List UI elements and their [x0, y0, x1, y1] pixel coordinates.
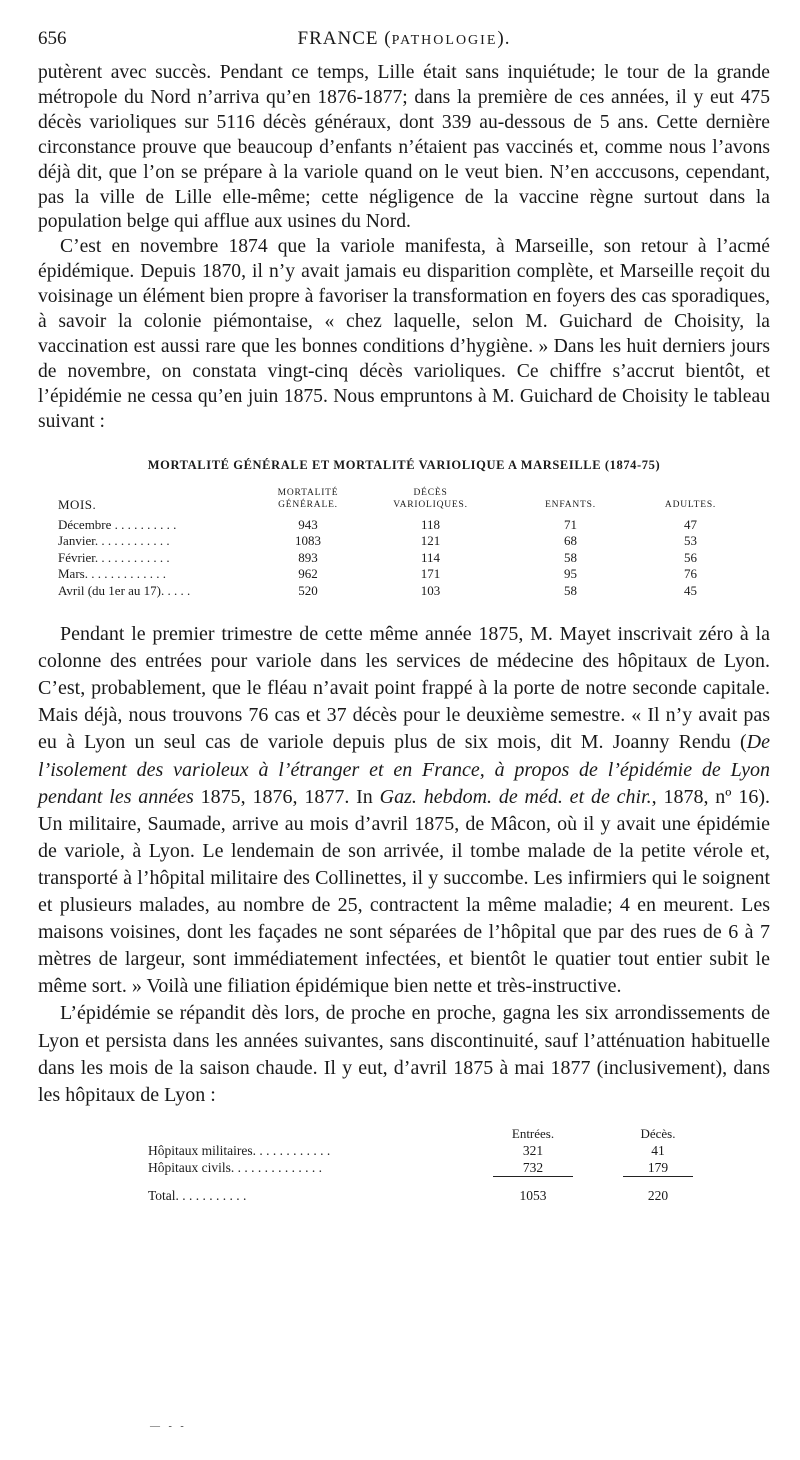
- row-mois: Février. . . . . . . . . . . .: [58, 549, 170, 565]
- header-mortalite-top: MORTALITÉ: [277, 487, 339, 498]
- row-adultes: 47: [684, 516, 697, 532]
- row-enfants: 58: [564, 549, 577, 565]
- header-deces-bottom: VARIOLIQUES.: [393, 499, 468, 510]
- table-row: [148, 1142, 693, 1159]
- table-row: [58, 583, 748, 600]
- lyon-text-a: Pendant le premier trimestre de cette même année 1875, M. Mayet inscrivait zéro à la colonne des entrées pour variole dans les services de médecine des hôpitaux de Lyon. C’est, probablement, que le fléau n’avait point frappé à la porte de notre seconde capitale. Mais déjà, nous trouvons 76 cas et 37 décès pour le deuxième semestre. « Il n’y avait pas eu à Lyon un seul cas de variole depuis plus de six mois, dit M. Joanny Rendu (: [38, 623, 770, 754]
- row-deces: 171: [420, 566, 441, 582]
- row-entrees: 732: [493, 1159, 573, 1177]
- row-deces: 41: [651, 1142, 665, 1158]
- header-deces: Décès.: [640, 1125, 676, 1141]
- row-deces: 118: [420, 516, 441, 532]
- total-deces: 220: [647, 1187, 669, 1203]
- header-entrees: Entrées.: [511, 1125, 555, 1141]
- running-title-subject: PATHOLOGIE: [391, 33, 498, 48]
- hospital-table-header: [148, 1125, 693, 1142]
- row-deces: 103: [420, 582, 441, 598]
- row-adultes: 45: [684, 582, 697, 598]
- journal-title: Gaz. hebdom. de méd. et de chir.: [379, 785, 652, 808]
- row-mortalite: 1083: [295, 533, 321, 549]
- row-mois: Mars. . . . . . . . . . . . .: [58, 566, 166, 582]
- paragraph-lille: putèrent avec succès. Pendant ce temps, Lille était sans inquiétude; le tour de la grande métropole du Nord n’arriva qu’en 1876-1877; dans la première de ces années, il y eut 475 décès varioliques sur 5116 décès généraux, dont 339 au-dessous de 5 ans. Cette dernière circonstance prouve que beaucoup d’enfants n’étaient pas vaccinés et, comme nous l’avons déjà dit, que l’on se prépare à la variole quand on le veut bien. N’en acccusons, cependant, pas la ville de Lille elle-même; cette négligence de la vaccine règne surtout dans la population belge qui afflue aux usines du Nord.: [38, 62, 770, 233]
- lyon-text-b: 1875, 1876, 1877. In: [193, 785, 380, 808]
- row-enfants: 71: [564, 516, 577, 532]
- header-mortalite: [263, 487, 353, 517]
- hospital-table: [148, 1125, 693, 1204]
- row-mortalite: 943: [298, 516, 318, 532]
- mortality-table-title: MORTALITÉ GÉNÉRALE ET MORTALITÉ VARIOLIQUE A MARSEILLE (1874-75): [147, 457, 661, 472]
- row-mois: Décembre . . . . . . . . . .: [58, 516, 177, 532]
- row-mortalite: 893: [298, 549, 318, 565]
- paragraph-lyon: [38, 621, 770, 1000]
- running-title-end: ).: [497, 28, 511, 49]
- row-enfants: 58: [564, 582, 577, 598]
- header-mois: MOIS.: [58, 496, 97, 512]
- row-label: Hôpitaux civils. . . . . . . . . . . . . .: [148, 1160, 322, 1176]
- mortality-table-header: [58, 487, 748, 517]
- paragraph-epidemic-spread: L’épidémie se répandit dès lors, de proche en proche, gagna les six arrondissements de Lyon et persista dans les années suivantes, sans discontinuité, sauf l’atténuation habituelle dans les mois de la saison chaude. Il y eut, d’avril 1875 à mai 1877 (inclusivement), dans les hôpitaux de Lyon :: [38, 1002, 770, 1106]
- total-entrees: 1053: [519, 1187, 547, 1203]
- row-enfants: 95: [564, 566, 577, 582]
- header-mortalite-bottom: GÉNÉRALE.: [278, 499, 338, 510]
- row-deces: 114: [420, 549, 441, 565]
- book-page: [38, 28, 770, 1204]
- row-deces: 179: [623, 1159, 693, 1177]
- row-adultes: 76: [684, 566, 697, 582]
- row-mois: Avril (du 1er au 17). . . . .: [58, 582, 191, 598]
- row-adultes: 56: [684, 549, 697, 565]
- row-mortalite: 520: [298, 582, 318, 598]
- table-row: [58, 566, 748, 583]
- table-row: [58, 550, 748, 567]
- row-entrees: 321: [522, 1142, 544, 1158]
- page-number: 656: [38, 28, 67, 49]
- paragraph-marseille: C’est en novembre 1874 que la variole manifesta, à Marseille, son retour à l’acmé épidémique. Depuis 1870, il n’y avait jamais eu disparition complète, et Marseille reçoit du voisinage un élément bien propre à favoriser la transformation en foyers des cas sporadiques, à savoir la colonie piémontaise, « chez laquelle, selon M. Guichard de Choisity, la vaccination est aussi rare que les bonnes conditions d’hygiène. » Dans les huit derniers jours de novembre, on constata vingt-cinq décès varioliques. Ce chiffre s’accrut bientôt, et l’épidémie ne cessa qu’en juin 1875. Nous empruntons à M. Guichard de Choisity le tableau suivant :: [38, 236, 770, 432]
- table-row: [58, 533, 748, 550]
- citation-title: De l’isolement des varioleux à l’étranger et en France, à propos de l’épidémie de Lyon pendant les années: [38, 731, 770, 808]
- mortality-table: [58, 487, 748, 600]
- running-header: [38, 28, 770, 58]
- header-deces-top: DÉCÈS: [413, 487, 448, 498]
- running-title-main: FRANCE (: [297, 28, 392, 49]
- row-deces: 121: [420, 533, 441, 549]
- row-adultes: 53: [684, 533, 697, 549]
- row-mortalite: 962: [298, 566, 318, 582]
- header-adultes: ADULTES.: [664, 499, 717, 510]
- table-row: [58, 517, 748, 534]
- row-mois: Janvier. . . . . . . . . . . .: [58, 533, 170, 549]
- lyon-text-c: , 1878, nº 16). Un militaire, Saumade, arrive au mois d’avril 1875, de Mâcon, où il y avait une épidémie de variole, à Lyon. Le lendemain de son arrivée, il tombe malade de la petite vérole et, transporté à l’hôpital militaire des Collinettes, il y succombe. Les infirmiers qui le soignent et plusieurs malades, au nombre de 25, contractent la même maladie; 4 en meurent. Les maisons voisines, dont les façades ne sont séparées de l’hôpital que par des rues de 6 à 7 mètres de largeur, sont immédiatement infectées, et bientôt le quatier tout entier subit le même sort. » Voilà une filiation épidémique bien nette et très-instructive.: [38, 785, 770, 998]
- header-deces: [353, 487, 508, 517]
- row-enfants: 68: [564, 533, 577, 549]
- total-label: Total. . . . . . . . . . .: [148, 1187, 247, 1203]
- header-enfants: ENFANTS.: [545, 499, 596, 510]
- running-title: [38, 28, 770, 50]
- footer-mark: — - -: [150, 1421, 187, 1432]
- table-row: [148, 1159, 693, 1177]
- row-label: Hôpitaux militaires. . . . . . . . . . . .: [148, 1142, 331, 1158]
- table-row-total: [148, 1176, 693, 1204]
